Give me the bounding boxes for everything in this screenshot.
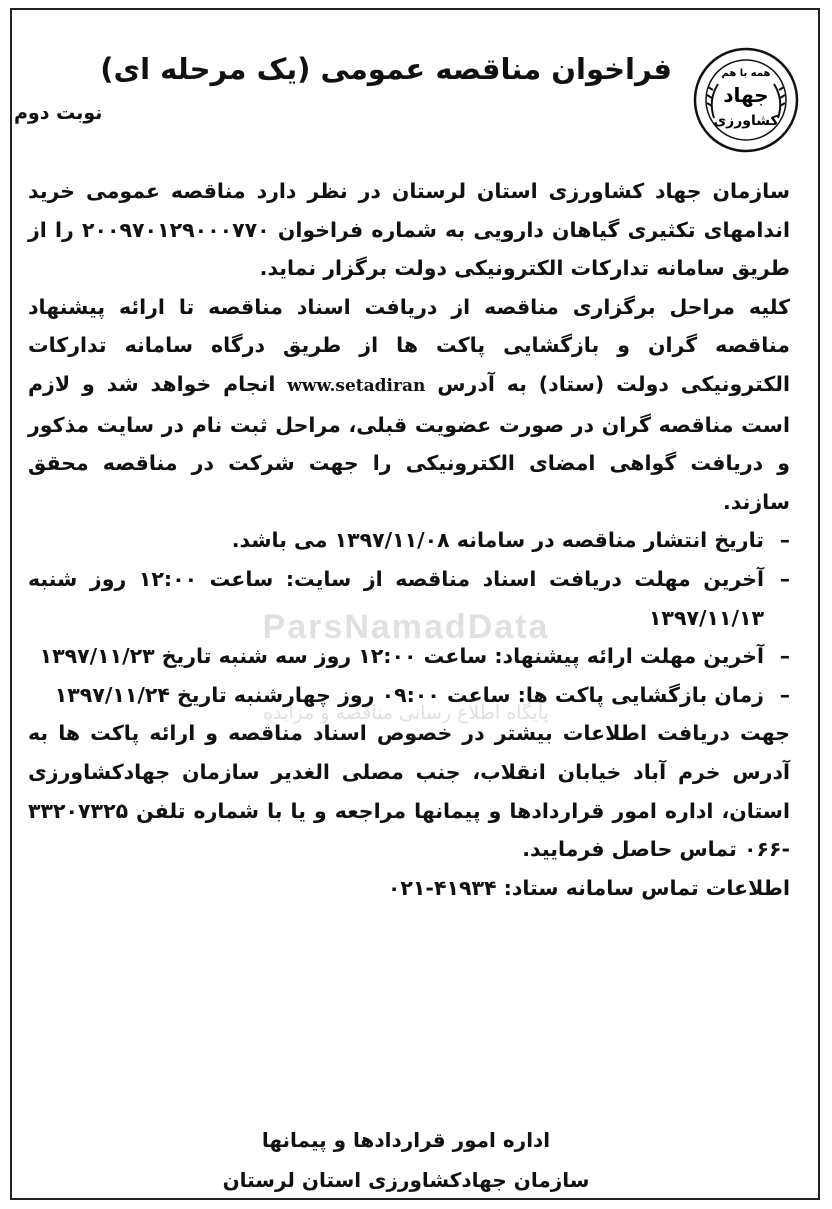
logo-sub-text: کشاورزی bbox=[713, 113, 779, 129]
info-paragraph: جهت دریافت اطلاعات بیشتر در خصوص اسناد مناقصه و ارائه پاکت ها به آدرس خرم آباد خیابان انقلاب، جنب مصلی الغدیر سازمان جهادکشاورزی استان، اداره امور قراردادها و پیمانها مراجعه و یا با شماره تلفن ۳۳۲۰۷۳۲۵ -۰۶۶ تماس حاصل فرمایید. bbox=[28, 721, 790, 862]
list-item: –زمان بازگشایی پاکت ها: ساعت ۰۹:۰۰ روز چهارشنبه تاریخ ۱۳۹۷/۱۱/۲۴ bbox=[54, 682, 790, 707]
signature-organization: سازمان جهادکشاورزی استان لرستان bbox=[222, 1168, 590, 1192]
watermark-tagline: پایگاه اطلاع رسانی مناقصه و مزایده bbox=[263, 702, 549, 724]
process-text-end: انجام خواهد شد و لازم است مناقصه گران در صورت عضویت قبلی، مراحل ثبت نام در سایت مذکور و دریافت گواهی امضای الکترونیکی را جهت شرکت در مناقصه محقق سازند. bbox=[28, 371, 790, 514]
setad-url: www.setadiran bbox=[287, 375, 426, 396]
round-label: نوبت دوم bbox=[14, 102, 103, 124]
list-item: –آخرین مهلت دریافت اسناد مناقصه از سایت: ساعت ۱۲:۰۰ روز شنبه ۱۳۹۷/۱۱/۱۳ bbox=[28, 566, 790, 630]
list-item: –تاریخ انتشار مناقصه در سامانه ۱۳۹۷/۱۱/۰۸ می باشد. bbox=[231, 528, 790, 553]
signature-department: اداره امور قراردادها و پیمانها bbox=[261, 1128, 551, 1152]
contact-line: اطلاعات تماس سامانه ستاد: ۴۱۹۳۴-۰۲۱ bbox=[387, 875, 790, 900]
process-paragraph bbox=[28, 288, 790, 522]
intro-paragraph: سازمان جهاد کشاورزی استان لرستان در نظر دارد مناقصه عمومی خرید اندامهای تکثیری گیاهان دارویی به شماره فراخوان ۲۰۰۹۷۰۱۲۹۰۰۰۷۷۰ را از طریق سامانه تدارکات الکترونیکی دولت برگزار نماید. bbox=[28, 179, 790, 281]
process-text-start: کلیه مراحل برگزاری مناقصه از دریافت اسناد مناقصه تا ارائه پیشنهاد مناقصه گران و بازگشایی پاکت ها از طریق درگاه سامانه تدارکات الکترونیکی دولت (ستاد) به آدرس bbox=[28, 294, 790, 396]
page-title: فراخوان مناقصه عمومی (یک مرحله ای) bbox=[100, 52, 672, 86]
watermark-brand: ParsNamadData bbox=[262, 608, 550, 646]
jahad-logo bbox=[692, 46, 800, 154]
announcement-body bbox=[28, 172, 790, 907]
signature-block bbox=[0, 1120, 812, 1200]
list-item: –آخرین مهلت ارائه پیشنهاد: ساعت ۱۲:۰۰ روز سه شنبه تاریخ ۱۳۹۷/۱۱/۲۳ bbox=[39, 644, 790, 669]
logo-main-text: جهاد bbox=[723, 83, 769, 107]
logo-top-text: همه با هم bbox=[721, 68, 771, 79]
